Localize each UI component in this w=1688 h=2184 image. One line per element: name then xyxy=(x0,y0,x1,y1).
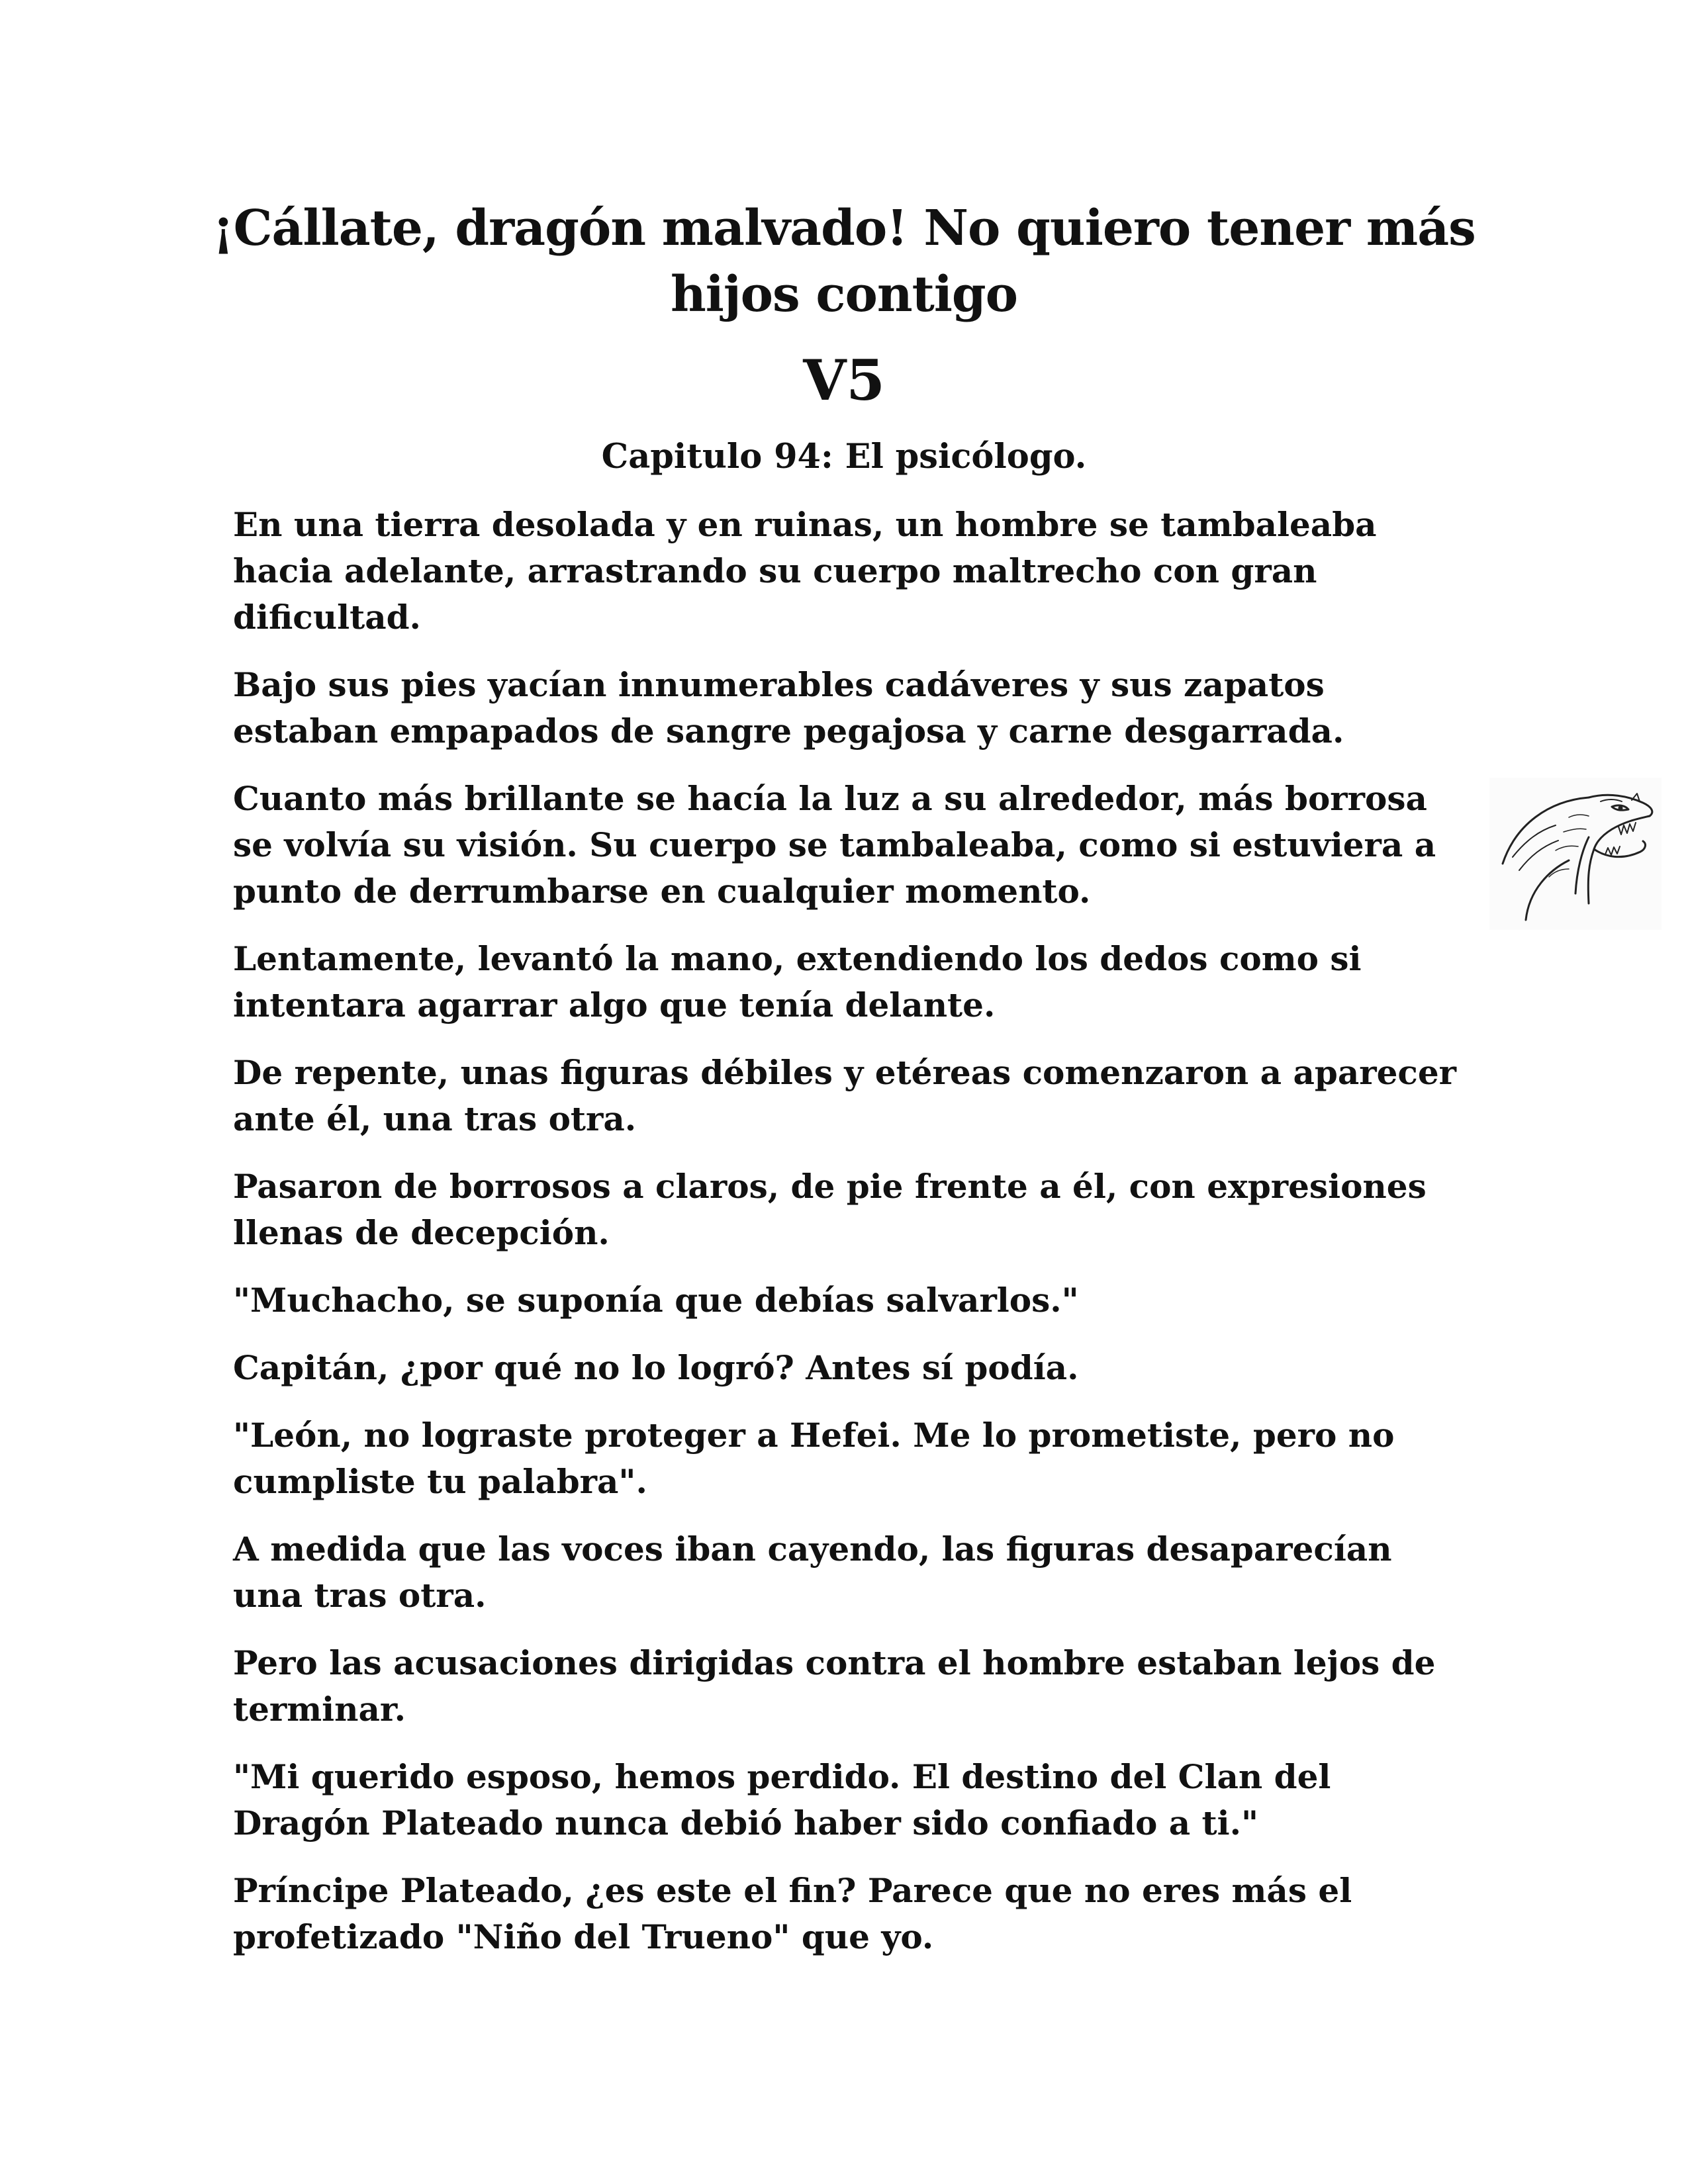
paragraph: Lentamente, levantó la mano, extendiendo los dedos como si intentara agarrar algo que tenía delante. xyxy=(233,939,1362,1024)
volume-label: V5 xyxy=(803,347,885,413)
paragraph: Bajo sus pies yacían innumerables cadáveres y sus zapatos estaban empapados de sangre pegajosa y carne desgarrada. xyxy=(233,665,1344,751)
paragraph: "Muchacho, se suponía que debías salvarlos." xyxy=(233,1281,1079,1320)
document-title: ¡Cállate, dragón malvado! No quiero tener más hijos contigo xyxy=(212,200,1476,323)
dragon-head-sketch-icon xyxy=(1489,778,1662,930)
paragraph: "Mi querido esposo, hemos perdido. El destino del Clan del Dragón Plateado nunca debió haber sido confiado a ti." xyxy=(233,1757,1331,1843)
paragraph: De repente, unas figuras débiles y etéreas comenzaron a aparecer ante él, una tras otra. xyxy=(233,1053,1456,1138)
paragraph: Pasaron de borrosos a claros, de pie frente a él, con expresiones llenas de decepción. xyxy=(233,1167,1427,1252)
paragraph: "León, no lograste proteger a Hefei. Me lo prometiste, pero no cumpliste tu palabra". xyxy=(233,1416,1395,1501)
paragraph: En una tierra desolada y en ruinas, un hombre se tambaleaba hacia adelante, arrastrando su cuerpo maltrecho con gran dificultad. xyxy=(233,505,1377,637)
paragraph: Pero las acusaciones dirigidas contra el hombre estaban lejos de terminar. xyxy=(233,1643,1436,1729)
chapter-body xyxy=(233,502,1471,1981)
paragraph: Príncipe Plateado, ¿es este el fin? Parece que no eres más el profetizado "Niño del Trueno" que yo. xyxy=(233,1871,1352,1956)
paragraph: A medida que las voces iban cayendo, las figuras desaparecían una tras otra. xyxy=(233,1529,1392,1615)
paragraph: Cuanto más brillante se hacía la luz a su alrededor, más borrosa se volvía su visión. Su cuerpo se tambaleaba, como si estuviera a punto de derrumbarse en cualquier momento. xyxy=(233,779,1436,911)
chapter-heading: Capitulo 94: El psicólogo. xyxy=(601,437,1087,477)
paragraph: Capitán, ¿por qué no lo logró? Antes sí podía. xyxy=(233,1348,1079,1387)
